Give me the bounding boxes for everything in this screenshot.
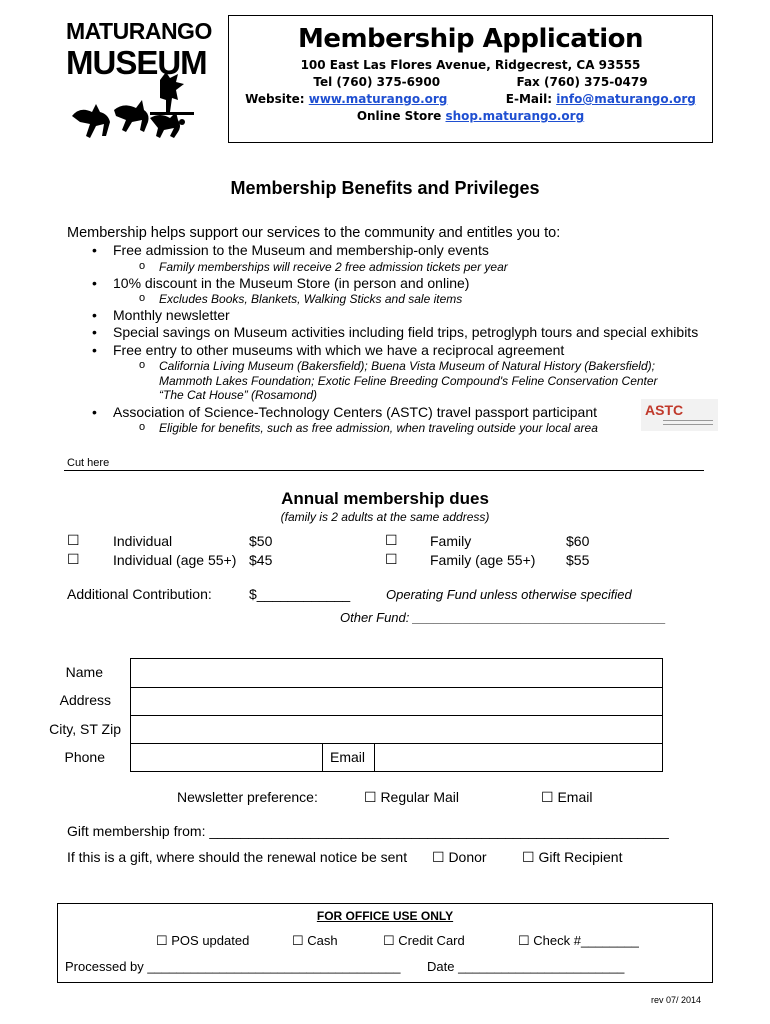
dues-heading: Annual membership dues	[281, 489, 489, 508]
date-field[interactable]: Date _______________________	[427, 959, 625, 974]
phone-label: Phone	[64, 749, 105, 765]
processed-by-field[interactable]: Processed by ___________________________________	[65, 959, 401, 974]
email-link[interactable]: info@maturango.org	[556, 92, 696, 106]
office-title: FOR OFFICE USE ONLY	[316, 909, 454, 923]
cut-here-label: Cut here	[67, 457, 110, 469]
benefit-sub-item-cont: Mammoth Lakes Foundation; Exotic Feline Breeding Compound's Feline Conservation Center	[159, 374, 658, 388]
renewal-question: If this is a gift, where should the renewal notice be sent	[67, 849, 408, 865]
family-checkbox[interactable]: ☐	[385, 532, 398, 548]
family55-price: $55	[566, 552, 590, 568]
astc-logo	[641, 399, 718, 431]
family55-label: Family (age 55+)	[430, 552, 536, 568]
individual-price: $50	[249, 533, 273, 549]
benefits-heading: Membership Benefits and Privileges	[230, 178, 540, 198]
family55-checkbox[interactable]: ☐	[385, 551, 398, 567]
individual-label: Individual	[113, 533, 173, 549]
benefits-intro: Membership helps support our services to the community and entitles you to:	[67, 225, 561, 241]
address-line: 100 East Las Flores Avenue, Ridgecrest, CA 93555	[300, 58, 641, 72]
email-input[interactable]	[374, 743, 375, 771]
museum-logo	[62, 16, 212, 146]
astc-logo-text: ASTC	[645, 402, 684, 418]
city-input[interactable]	[131, 715, 662, 744]
petroglyph-figures-icon	[62, 72, 202, 146]
web-line	[229, 91, 712, 108]
phone-input[interactable]	[131, 743, 323, 771]
email-cell-label: Email	[330, 749, 366, 765]
pos-updated-checkbox[interactable]: ☐ POS updated	[156, 933, 250, 948]
contact-form-table	[130, 658, 663, 772]
tel-text: Tel (760) 375-6900	[313, 75, 441, 89]
family-label: Family	[430, 533, 472, 549]
store-line	[229, 108, 712, 125]
gift-from-field[interactable]: Gift membership from: ___________________________________________________________	[67, 823, 669, 839]
renewal-donor-option[interactable]: ☐ Donor	[432, 849, 487, 865]
benefit-sub-item-cont: “The Cat House” (Rosamond)	[159, 388, 318, 402]
individual55-label: Individual (age 55+)	[113, 552, 237, 568]
benefit-item: • Free entry to other museums with which we have a reciprocal agreement	[113, 342, 564, 358]
benefit-item: • Association of Science-Technology Centers (ASTC) travel passport participant	[113, 404, 597, 420]
individual-checkbox[interactable]: ☐	[67, 532, 80, 548]
store-label: Online Store	[356, 109, 446, 123]
benefit-sub-item: o Family memberships will receive 2 free admission tickets per year	[159, 260, 508, 274]
name-label: Name	[65, 664, 103, 680]
newsletter-regular-mail-option[interactable]: ☐ Regular Mail	[364, 789, 460, 805]
benefit-item: • Special savings on Museum activities including field trips, petroglyph tours and special exhibits	[113, 324, 698, 340]
benefit-sub-item: o Excludes Books, Blankets, Walking Sticks and sale items	[159, 292, 462, 306]
newsletter-label: Newsletter preference:	[177, 789, 318, 805]
email-label: E-Mail:	[505, 92, 557, 106]
office-use-box	[57, 903, 713, 983]
logo-line1: MATURANGO	[66, 18, 212, 44]
phone-line	[229, 74, 712, 91]
other-fund-field[interactable]: Other Fund: ___________________________________	[340, 610, 667, 625]
additional-contribution-field[interactable]: $____________	[249, 586, 351, 602]
newsletter-email-option[interactable]: ☐ Email	[541, 789, 593, 805]
benefit-item: • Monthly newsletter	[113, 307, 230, 323]
cash-checkbox[interactable]: ☐ Cash	[292, 933, 338, 948]
fax-text: Fax (760) 375-0479	[516, 75, 648, 89]
check-number-field[interactable]: ☐ Check #________	[518, 933, 639, 948]
credit-card-checkbox[interactable]: ☐ Credit Card	[383, 933, 465, 948]
website-link[interactable]: www.maturango.org	[308, 92, 448, 106]
additional-contribution-label: Additional Contribution:	[67, 586, 212, 602]
individual55-checkbox[interactable]: ☐	[67, 551, 80, 567]
renewal-recipient-option[interactable]: ☐ Gift Recipient	[522, 849, 623, 865]
city-label: City, ST Zip	[49, 721, 121, 737]
cut-line	[64, 470, 704, 471]
address-input[interactable]	[131, 687, 662, 716]
phone-email-row	[131, 743, 662, 771]
family-price: $60	[566, 533, 590, 549]
benefit-item: • 10% discount in the Museum Store (in person and online)	[113, 275, 469, 291]
header-box	[228, 15, 713, 143]
website-label: Website:	[245, 92, 309, 106]
dues-note: (family is 2 adults at the same address)	[280, 510, 490, 524]
page-title: Membership Application	[297, 24, 644, 54]
revision-label: rev 07/ 2014	[651, 995, 702, 1005]
benefit-sub-item: o Eligible for benefits, such as free admission, when traveling outside your local area	[159, 421, 598, 435]
logo-line2: MUSEUM	[66, 44, 207, 81]
individual55-price: $45	[249, 552, 273, 568]
benefit-sub-item: o California Living Museum (Bakersfield); Buena Vista Museum of Natural History (Bakersfield);	[159, 359, 655, 373]
address-label: Address	[59, 692, 111, 708]
operating-fund-note: Operating Fund unless otherwise specified	[386, 587, 632, 602]
store-link[interactable]: shop.maturango.org	[445, 109, 585, 123]
name-input[interactable]	[131, 659, 662, 688]
benefit-item: • Free admission to the Museum and membership-only events	[113, 242, 489, 258]
